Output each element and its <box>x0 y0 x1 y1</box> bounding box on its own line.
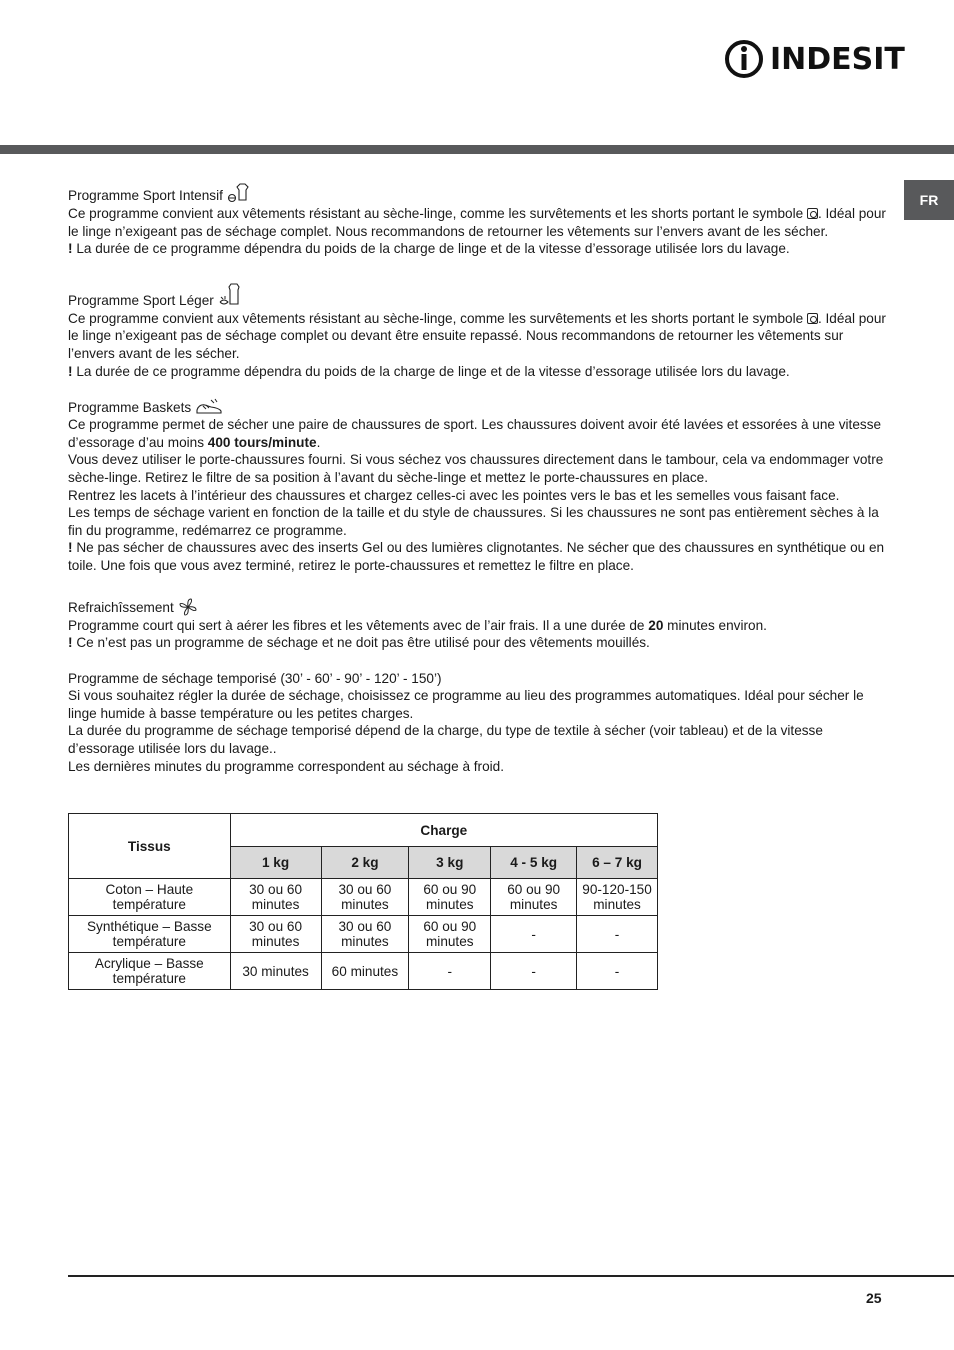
brand-logo <box>724 38 905 80</box>
tissus-cell: Coton – Haute température <box>69 879 231 916</box>
brand-name: INDESIT <box>770 41 905 77</box>
time-cell: 30 ou 60 minutes <box>321 879 409 916</box>
table-row <box>69 916 658 953</box>
sport-light-icon <box>218 282 244 310</box>
time-cell: - <box>491 916 577 953</box>
section-heading: Programme Baskets <box>68 399 192 415</box>
time-cell: 30 ou 60 minutes <box>321 916 409 953</box>
section-heading: Programme Sport Intensif <box>68 188 223 204</box>
warning-mark: ! <box>68 363 73 379</box>
fan-icon <box>178 597 198 617</box>
footer-rule <box>68 1275 954 1277</box>
time-cell: - <box>491 953 577 990</box>
time-cell: 30 ou 60 minutes <box>230 879 321 916</box>
table-row <box>69 879 658 916</box>
header-load: 6 – 7 kg <box>577 847 658 879</box>
sneakers-icon <box>195 398 223 416</box>
header-charge: Charge <box>230 814 657 847</box>
time-cell: - <box>409 953 491 990</box>
language-tab: FR <box>904 180 954 220</box>
tissus-cell: Acrylique – Basse température <box>69 953 231 990</box>
warning-mark: ! <box>68 241 73 257</box>
section-heading: Programme Sport Léger <box>68 293 214 309</box>
warning-mark: ! <box>68 540 73 556</box>
section-heading: Refraichîssement <box>68 599 174 615</box>
time-cell: - <box>577 916 658 953</box>
time-cell: 60 ou 90 minutes <box>409 879 491 916</box>
section-baskets: Programme Baskets Ce programme permet de sécher une paire de chaussures de sport. Les chaussures doivent avoir été lavées et essorées à une vitesse d’essorage d’au moins 400 tours/minute. Vous devez utiliser le porte-chaussures fourni. Si vous séchez vos chaussures directement dans le tambour, cela va endommager votre sèche-linge. Retirez le filtre de sa position à l’avant du sèche-linge et mettez le porte-chaussures en place. Rentrez les lacets à l’intérieur des chaussures et chargez celles-ci avec les pointes vers le bas et les semelles vous faisant face. Les temps de séchage varient en fonction de la taille et du style de chaussures. Si les chaussures ne sont pas entièrement sèches à la fin du programme, redémarrez ce programme. ! Ne pas sécher de chaussures avec des inserts Gel ou des lumières clignotantes. Ne sécher que des chaussures en synthétique ou en toile. Une fois que vous avez terminé, retirez le porte-chaussures et remettez le filtre en place. <box>68 399 885 573</box>
drying-time-table <box>68 813 658 990</box>
section-heading: Programme de séchage temporisé <box>68 670 277 686</box>
time-cell: 30 ou 60 minutes <box>230 916 321 953</box>
section-sechage-temporise: Programme de séchage temporisé (30’ - 60’ - 90’ - 120’ - 150’) Si vous souhaitez régler la durée de séchage, choisissez ce programme au lieu des programmes automatiques. Idéal pour sécher le linge humide à basse température ou les petites charges. La durée du programme de séchage temporisé dépend de la charge, du type de textile à sécher (voir tableau) et de la vitesse d’essorage utilisée lors du lavage.. Les dernières minutes du programme correspondent au séchage à froid. <box>68 670 864 774</box>
header-load: 4 - 5 kg <box>491 847 577 879</box>
main-content <box>68 183 888 791</box>
header-load: 1 kg <box>230 847 321 879</box>
time-cell: 90-120-150 minutes <box>577 879 658 916</box>
time-cell: 60 ou 90 minutes <box>409 916 491 953</box>
header-load: 2 kg <box>321 847 409 879</box>
header-load: 3 kg <box>409 847 491 879</box>
time-cell: 30 minutes <box>230 953 321 990</box>
header-bar <box>0 145 954 154</box>
time-cell: 60 minutes <box>321 953 409 990</box>
section-sport-leger: Programme Sport Léger Ce programme convient aux vêtements résistant au sèche-linge, comme les survêtements et les shorts portant le symbole . Idéal pour le linge n’exigeant pas de séchage complet ou devant être ensuite repassé. Nous recommandons de retourner les vêtements sur l’envers avant de les sécher. ! La durée de ce programme dépendra du poids de la charge de linge et de la vitesse d’essorage utilisée lors du lavage. <box>68 282 888 380</box>
table-row <box>69 953 658 990</box>
time-cell: - <box>577 953 658 990</box>
section-refraichissement: Refraichîssement Programme court qui sert à aérer les fibres et les vêtements avec de l’air frais. Il a une durée de 20 minutes environ. ! Ce n’est pas un programme de séchage et ne doit pas être utilisé pour des vêtements mouillés. <box>68 597 888 652</box>
header-tissus: Tissus <box>69 814 231 879</box>
page-number: 25 <box>866 1290 882 1306</box>
warning-mark: ! <box>68 635 73 651</box>
tumble-dry-symbol-icon <box>807 208 818 219</box>
tissus-cell: Synthétique – Basse température <box>69 916 231 953</box>
section-sport-intensif: Programme Sport Intensif Ce programme convient aux vêtements résistant au sèche-linge, comme les survêtements et les shorts portant le symbole . Idéal pour le linge n’exigeant pas de séchage complet. Nous recommandons de retourner les vêtements sur l’envers avant de les sécher. ! La durée de ce programme dépendra du poids de la charge de linge et de la vitesse d’essorage utilisée lors du lavage. <box>68 183 888 258</box>
indesit-logo-icon <box>724 38 764 80</box>
tumble-dry-symbol-icon <box>807 313 818 324</box>
sport-intensive-icon <box>227 183 251 205</box>
time-cell: 60 ou 90 minutes <box>491 879 577 916</box>
